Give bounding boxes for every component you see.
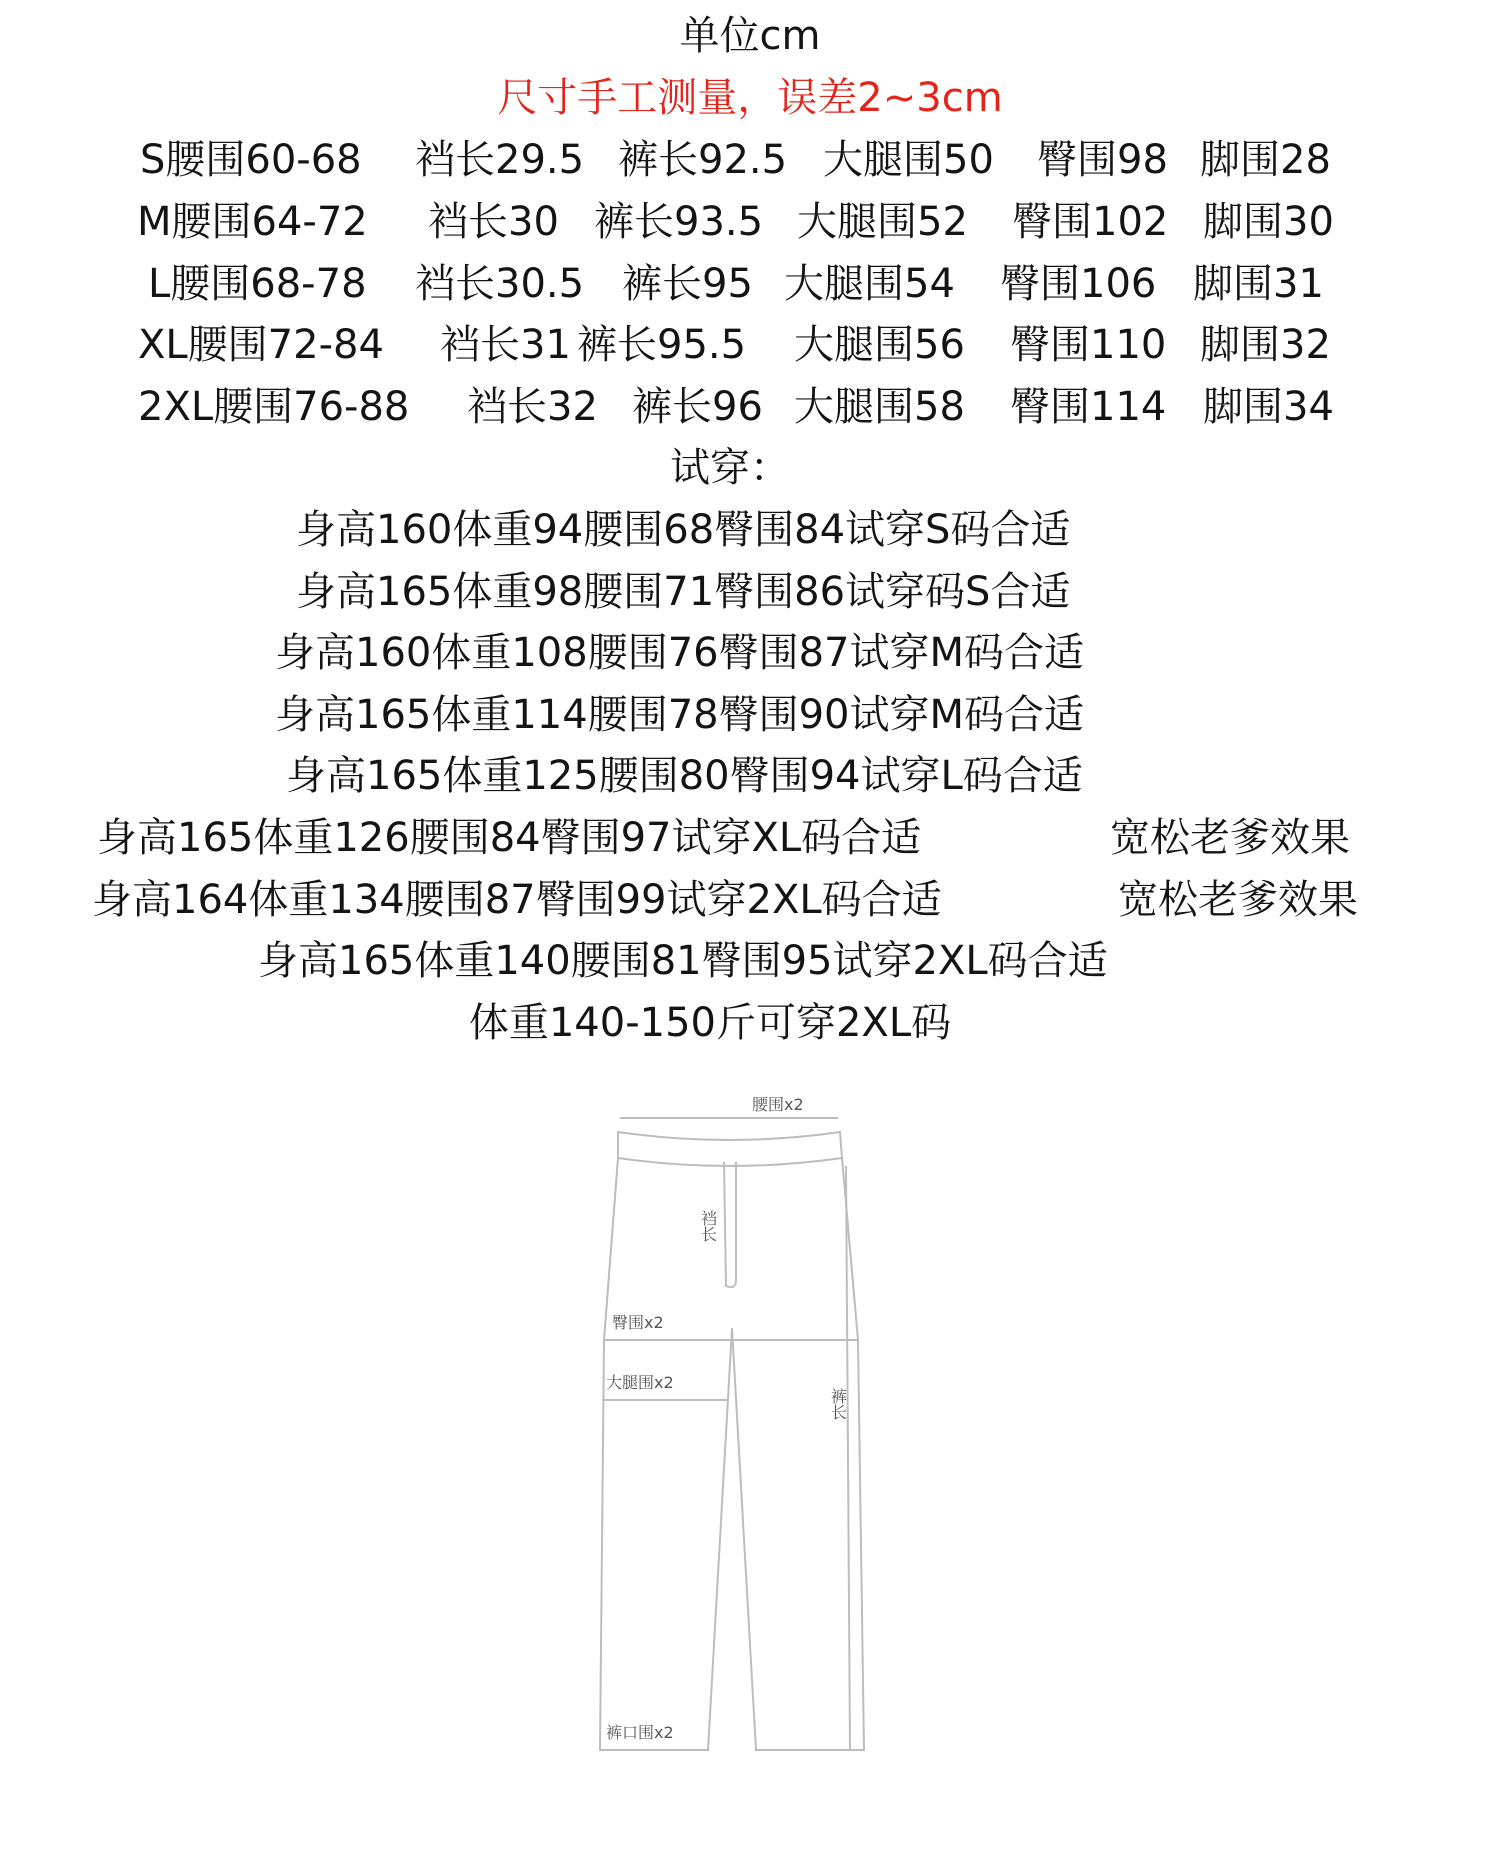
size-thigh: 大腿围54 (784, 261, 955, 307)
length-measure-line (846, 1166, 850, 1750)
length-label: 裤长 (828, 1388, 848, 1420)
size-rise: 裆长30.5 (415, 261, 585, 307)
size-length: 裤长92.5 (618, 137, 788, 183)
tryon-item (0, 870, 1500, 930)
tryon-text: 身高164体重134腰围87臀围99试穿2XL码合适 (92, 877, 942, 923)
tryon-item (0, 931, 1500, 991)
size-waist: 2XL腰围76-88 (138, 384, 410, 430)
tryon-item (0, 623, 1500, 683)
waist-label: 腰围x2 (752, 1095, 804, 1114)
right-leg-outline (732, 1158, 864, 1750)
tryon-item (0, 746, 1500, 806)
tryon-note: 宽松老爹效果 (1118, 877, 1358, 923)
size-thigh: 大腿围52 (797, 199, 968, 245)
waistband (618, 1132, 842, 1166)
tryon-text: 身高165体重114腰围78臀围90试穿M码合适 (275, 692, 1085, 738)
size-length: 裤长95 (622, 261, 753, 307)
thigh-label: 大腿围x2 (606, 1373, 674, 1392)
size-hem: 脚围31 (1193, 261, 1324, 307)
tryon-footer: 体重140-150斤可穿2XL码 (468, 1000, 952, 1046)
size-waist: S腰围60-68 (140, 137, 362, 183)
tryon-text: 身高165体重98腰围71臀围86试穿码S合适 (296, 569, 1071, 615)
size-thigh: 大腿围56 (794, 322, 965, 368)
size-rise: 裆长30 (428, 199, 559, 245)
size-row-xl (0, 315, 1500, 375)
pants-diagram (560, 1090, 940, 1790)
size-row-l (0, 254, 1500, 314)
size-length: 裤长96 (632, 384, 763, 430)
size-rise: 裆长32 (467, 384, 598, 430)
size-thigh: 大腿围50 (823, 137, 994, 183)
size-hem: 脚围30 (1203, 199, 1334, 245)
size-hip: 臀围110 (1010, 322, 1167, 368)
size-row-s (0, 130, 1500, 190)
size-hip: 臀围106 (1000, 261, 1157, 307)
size-hip: 臀围114 (1010, 384, 1167, 430)
measurement-note: 尺寸手工测量，误差2~3cm (497, 75, 1003, 121)
tryon-text: 身高160体重94腰围68臀围84试穿S码合适 (296, 507, 1071, 553)
size-length: 裤长93.5 (594, 199, 764, 245)
rise-label: 裆长 (698, 1210, 718, 1242)
size-hem: 脚围34 (1203, 384, 1334, 430)
tryon-item (0, 808, 1500, 868)
pants-outline (600, 1118, 864, 1750)
hip-label: 臀围x2 (612, 1313, 664, 1332)
size-waist: M腰围64-72 (137, 199, 368, 245)
left-leg-outline (600, 1158, 732, 1750)
tryon-item (0, 685, 1500, 745)
size-rise: 裆长31 (440, 322, 571, 368)
tryon-item (0, 562, 1500, 622)
size-thigh: 大腿围58 (794, 384, 965, 430)
tryon-item (0, 500, 1500, 560)
fly (724, 1162, 736, 1287)
tryon-text: 身高165体重126腰围84臀围97试穿XL码合适 (97, 815, 922, 861)
size-hip: 臀围98 (1037, 137, 1168, 183)
size-row-2xl (0, 377, 1500, 437)
size-rise: 裆长29.5 (415, 137, 585, 183)
size-length: 裤长95.5 (577, 322, 747, 368)
tryon-note: 宽松老爹效果 (1110, 815, 1350, 861)
tryon-text: 身高160体重108腰围76臀围87试穿M码合适 (275, 630, 1085, 676)
size-waist: L腰围68-78 (148, 261, 367, 307)
size-hem: 脚围32 (1200, 322, 1331, 368)
tryon-text: 身高165体重140腰围81臀围95试穿2XL码合适 (258, 938, 1108, 984)
size-hip: 臀围102 (1012, 199, 1169, 245)
tryon-title: 试穿： (670, 445, 790, 491)
unit-label: 单位cm (679, 13, 821, 59)
tryon-text: 身高165体重125腰围80臀围94试穿L码合适 (286, 753, 1083, 799)
size-row-m (0, 192, 1500, 252)
size-hem: 脚围28 (1200, 137, 1331, 183)
hem-label: 裤口围x2 (606, 1723, 674, 1742)
size-waist: XL腰围72-84 (138, 322, 384, 368)
